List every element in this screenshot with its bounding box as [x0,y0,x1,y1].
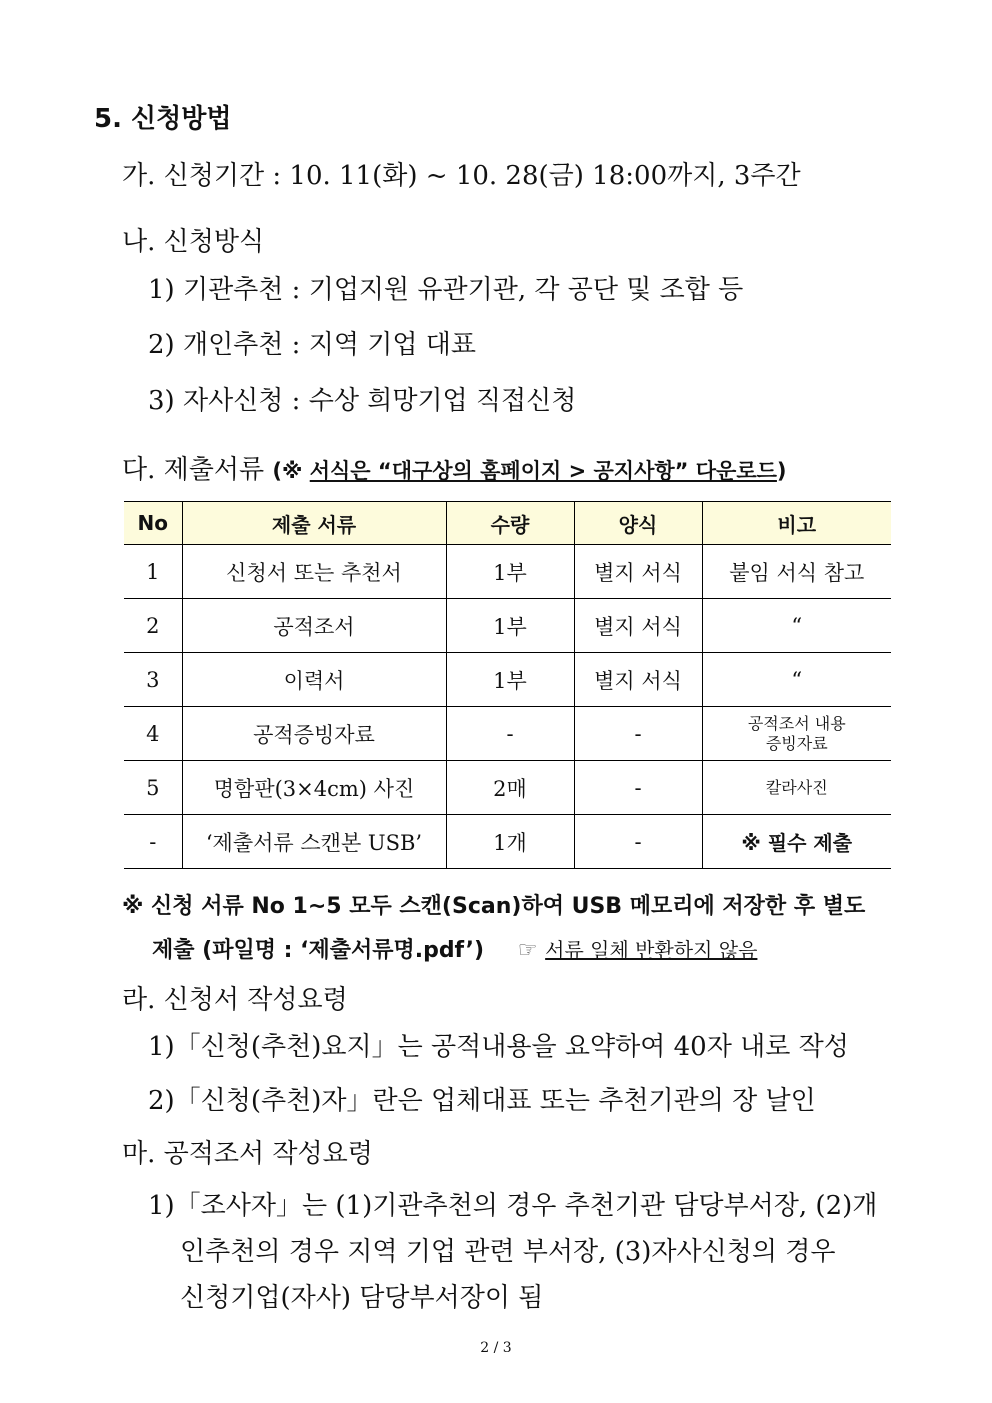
cell-document: 공적증빙자료 [182,707,446,761]
cell-no: 2 [124,599,182,653]
merit-guide-item-line: 1)「조사자」는 (1)기관추천의 경우 추천기관 담당부서장, (2)개 [148,1191,878,1221]
header-document: 제출 서류 [182,502,446,545]
cell-quantity: 1개 [446,815,574,869]
cell-no: 1 [124,545,182,599]
no-return-note: 서류 일체 반환하지 않음 [545,938,758,962]
header-form: 양식 [574,502,702,545]
table-header-row [124,502,891,545]
header-remarks: 비고 [702,502,891,545]
cell-quantity: 2매 [446,761,574,815]
table-row [124,707,891,761]
cell-remarks: 붙임 서식 참고 [702,545,891,599]
cell-no: 5 [124,761,182,815]
method-item: 3) 자사신청 : 수상 희망기업 직접신청 [148,386,577,416]
cell-form: 별지 서식 [574,545,702,599]
cell-remarks: “ [702,599,891,653]
cell-document: ‘제출서류 스캔본 USB’ [182,815,446,869]
footnote-filename: 제출 (파일명 : ‘제출서류명.pdf’) [152,938,485,963]
footnote-line1: ※ 신청 서류 No 1~5 모두 스캔(Scan)하여 USB 메모리에 저장한 후 별도 [122,894,866,919]
pointing-hand-icon: ☞ [517,938,538,963]
table-row [124,761,891,815]
cell-form: - [574,815,702,869]
section-title: 5. 신청방법 [94,104,232,134]
cell-remarks: ※ 필수 제출 [702,815,891,869]
writing-guide-item: 1)「신청(추천)요지」는 공적내용을 요약하여 40자 내로 작성 [148,1032,849,1062]
cell-remarks: 공적조서 내용 증빙자료 [702,707,891,761]
cell-remarks: “ [702,653,891,707]
table-row [124,815,891,869]
documents-note: (※ 서식은 “대구상의 홈페이지 > 공지사항” 다운로드) [272,459,787,483]
cell-remarks: 칼라사진 [702,761,891,815]
table-row [124,653,891,707]
cell-no: - [124,815,182,869]
merit-guide-item-line: 신청기업(자사) 담당부서장이 됨 [180,1283,544,1313]
cell-form: 별지 서식 [574,599,702,653]
method-item: 2) 개인추천 : 지역 기업 대표 [148,330,476,360]
cell-form: 별지 서식 [574,653,702,707]
table-row [124,545,891,599]
documents-title-text: 다. 제출서류 [122,455,265,485]
cell-quantity: - [446,707,574,761]
documents-table [124,501,891,869]
merit-guide-item-line: 인추천의 경우 지역 기업 관련 부서장, (3)자사신청의 경우 [180,1237,836,1267]
cell-form: - [574,707,702,761]
table-row [124,599,891,653]
application-period: 가. 신청기간 : 10. 11(화) ~ 10. 28(금) 18:00까지, 3주간 [122,161,801,191]
cell-form: - [574,761,702,815]
cell-quantity: 1부 [446,653,574,707]
cell-no: 3 [124,653,182,707]
download-note: 서식은 “대구상의 홈페이지 > 공지사항” 다운로드 [309,459,777,483]
cell-document: 명함판(3×4cm) 사진 [182,761,446,815]
page-number: 2 / 3 [480,1340,512,1356]
writing-guide-title: 라. 신청서 작성요령 [122,985,348,1015]
footnote-line2 [152,933,757,964]
documents-title [122,449,787,486]
header-quantity: 수량 [446,502,574,545]
method-title: 나. 신청방식 [122,227,265,257]
cell-document: 공적조서 [182,599,446,653]
merit-guide-title: 마. 공적조서 작성요령 [122,1139,373,1169]
cell-quantity: 1부 [446,545,574,599]
header-no: No [124,502,182,545]
method-item: 1) 기관추천 : 기업지원 유관기관, 각 공단 및 조합 등 [148,275,744,305]
writing-guide-item: 2)「신청(추천)자」란은 업체대표 또는 추천기관의 장 날인 [148,1086,816,1116]
cell-document: 이력서 [182,653,446,707]
cell-quantity: 1부 [446,599,574,653]
cell-document: 신청서 또는 추천서 [182,545,446,599]
cell-no: 4 [124,707,182,761]
